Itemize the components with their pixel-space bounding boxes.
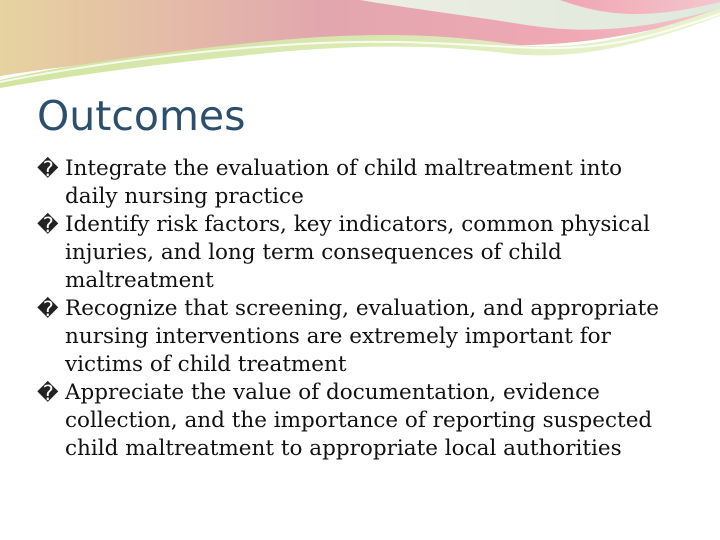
list-item: [37, 295, 697, 379]
list-item: [37, 211, 697, 295]
bullet-text-line: daily nursing practice: [65, 184, 304, 209]
bullet-text-line: Identify risk factors, key indicators, common physical: [65, 212, 651, 237]
outcomes-list: [37, 155, 697, 463]
bullet-icon: �: [37, 381, 59, 405]
list-item: [37, 155, 697, 211]
list-item: [37, 379, 697, 463]
bullet-text-line: Appreciate the value of documentation, evidence: [65, 380, 600, 405]
bullet-text-line: injuries, and long term consequences of child: [65, 240, 562, 265]
bullet-text-line: Recognize that screening, evaluation, and appropriate: [65, 296, 659, 321]
slide-title: Outcomes: [37, 92, 246, 140]
bullet-icon: �: [37, 297, 59, 321]
bullet-text-line: Integrate the evaluation of child maltreatment into: [65, 156, 623, 181]
bullet-text-line: victims of child treatment: [65, 352, 347, 377]
bullet-text-line: collection, and the importance of reporting suspected: [65, 408, 653, 433]
bullet-icon: �: [37, 213, 59, 237]
bullet-icon: �: [37, 157, 59, 181]
bullet-text-line: nursing interventions are extremely important for: [65, 324, 611, 349]
bullet-text-line: maltreatment: [65, 268, 214, 293]
bullet-text-line: child maltreatment to appropriate local authorities: [65, 436, 622, 461]
header-wave-decoration: [0, 0, 720, 90]
